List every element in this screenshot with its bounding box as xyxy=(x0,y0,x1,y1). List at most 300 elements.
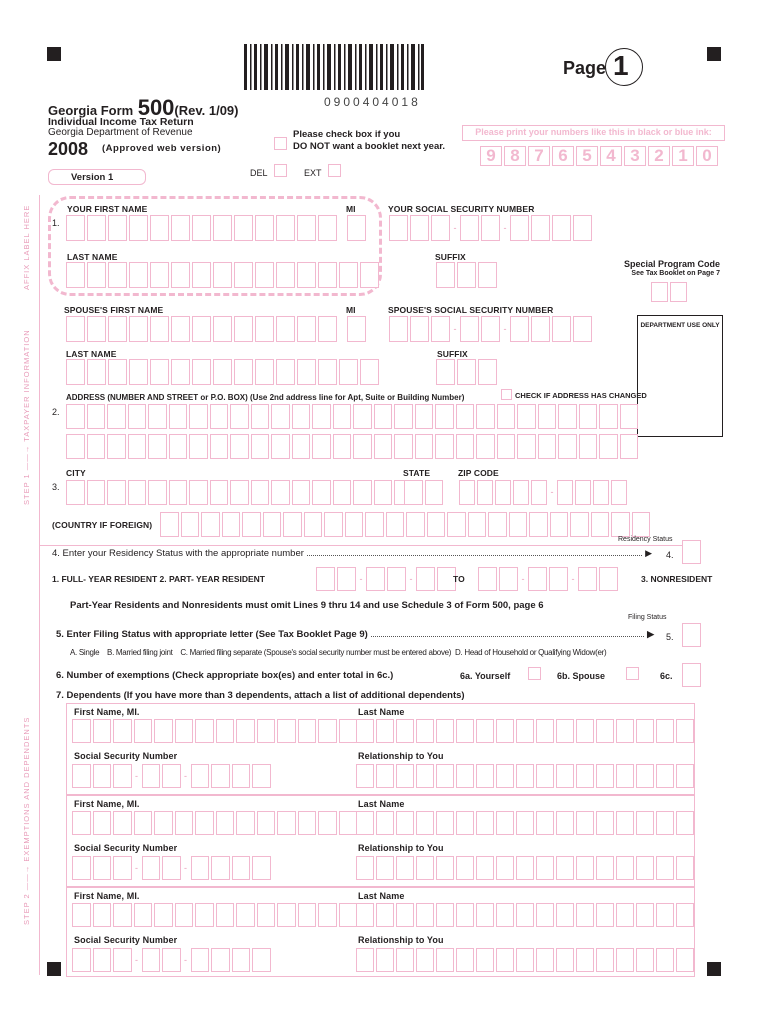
entry-box[interactable] xyxy=(416,567,435,591)
entry-box[interactable] xyxy=(636,719,654,743)
entry-box[interactable] xyxy=(211,948,230,972)
entry-box[interactable] xyxy=(353,480,372,505)
entry-box[interactable] xyxy=(435,404,454,429)
entry-box[interactable] xyxy=(478,262,497,288)
entry-box[interactable] xyxy=(93,719,112,743)
entry-box[interactable] xyxy=(230,480,249,505)
entry-box[interactable] xyxy=(557,480,573,505)
entry-box[interactable] xyxy=(211,856,230,880)
entry-box[interactable] xyxy=(550,512,569,537)
entry-box[interactable] xyxy=(128,434,147,459)
entry-box[interactable] xyxy=(636,811,654,835)
entry-box[interactable] xyxy=(339,359,358,385)
entry-box[interactable] xyxy=(213,359,232,385)
entry-box[interactable] xyxy=(536,948,554,972)
del-checkbox[interactable] xyxy=(274,164,287,177)
entry-box[interactable] xyxy=(376,903,394,927)
spouse-mi-box[interactable] xyxy=(347,316,366,342)
dependent-relationship-boxes[interactable] xyxy=(356,948,694,972)
country-boxes[interactable] xyxy=(160,512,650,537)
entry-box[interactable] xyxy=(394,404,413,429)
dependent-last-boxes[interactable] xyxy=(356,811,694,835)
entry-box[interactable] xyxy=(436,359,455,385)
entry-box[interactable] xyxy=(477,480,493,505)
entry-box[interactable] xyxy=(297,262,316,288)
entry-box[interactable] xyxy=(531,316,550,342)
entry-box[interactable] xyxy=(596,811,614,835)
entry-box[interactable] xyxy=(386,512,405,537)
entry-box[interactable] xyxy=(242,512,261,537)
entry-box[interactable] xyxy=(353,404,372,429)
entry-box[interactable] xyxy=(676,903,694,927)
entry-box[interactable] xyxy=(211,764,230,788)
entry-box[interactable] xyxy=(578,567,597,591)
entry-box[interactable] xyxy=(337,567,356,591)
entry-box[interactable] xyxy=(478,359,497,385)
entry-box[interactable] xyxy=(656,764,674,788)
first-name-boxes[interactable] xyxy=(66,215,337,241)
entry-box[interactable] xyxy=(596,719,614,743)
suffix-boxes[interactable] xyxy=(436,262,497,288)
entry-box[interactable] xyxy=(113,856,132,880)
entry-box[interactable] xyxy=(230,434,249,459)
entry-box[interactable] xyxy=(129,316,148,342)
entry-box[interactable] xyxy=(195,811,214,835)
entry-box[interactable] xyxy=(213,215,232,241)
entry-box[interactable] xyxy=(129,359,148,385)
entry-box[interactable] xyxy=(251,404,270,429)
entry-box[interactable] xyxy=(189,480,208,505)
entry-box[interactable] xyxy=(108,215,127,241)
entry-box[interactable] xyxy=(656,903,674,927)
entry-box[interactable] xyxy=(210,480,229,505)
entry-box[interactable] xyxy=(113,719,132,743)
entry-box[interactable] xyxy=(389,316,408,342)
entry-box[interactable] xyxy=(277,811,296,835)
entry-box[interactable] xyxy=(316,567,335,591)
entry-box[interactable] xyxy=(356,811,374,835)
residency-from-boxes[interactable] xyxy=(316,567,456,591)
entry-box[interactable] xyxy=(476,434,495,459)
zip-boxes[interactable] xyxy=(459,480,627,505)
entry-box[interactable] xyxy=(255,316,274,342)
entry-box[interactable] xyxy=(339,262,358,288)
dependent-last-boxes[interactable] xyxy=(356,903,694,927)
entry-box[interactable] xyxy=(150,215,169,241)
entry-box[interactable] xyxy=(298,903,317,927)
entry-box[interactable] xyxy=(513,480,529,505)
entry-box[interactable] xyxy=(154,719,173,743)
entry-box[interactable] xyxy=(234,215,253,241)
entry-box[interactable] xyxy=(347,316,366,342)
entry-box[interactable] xyxy=(556,948,574,972)
entry-box[interactable] xyxy=(510,316,529,342)
entry-box[interactable] xyxy=(255,215,274,241)
entry-box[interactable] xyxy=(162,948,181,972)
entry-box[interactable] xyxy=(128,480,147,505)
entry-box[interactable] xyxy=(365,512,384,537)
city-boxes[interactable] xyxy=(66,480,413,505)
entry-box[interactable] xyxy=(318,903,337,927)
entry-box[interactable] xyxy=(150,359,169,385)
entry-box[interactable] xyxy=(72,856,91,880)
entry-box[interactable] xyxy=(113,903,132,927)
yourself-checkbox[interactable] xyxy=(528,667,541,680)
entry-box[interactable] xyxy=(263,512,282,537)
entry-box[interactable] xyxy=(150,262,169,288)
entry-box[interactable] xyxy=(436,811,454,835)
entry-box[interactable] xyxy=(476,856,494,880)
entry-box[interactable] xyxy=(636,764,654,788)
entry-box[interactable] xyxy=(356,903,374,927)
entry-box[interactable] xyxy=(636,948,654,972)
entry-box[interactable] xyxy=(596,903,614,927)
entry-box[interactable] xyxy=(154,811,173,835)
entry-box[interactable] xyxy=(213,262,232,288)
entry-box[interactable] xyxy=(66,480,85,505)
entry-box[interactable] xyxy=(277,719,296,743)
entry-box[interactable] xyxy=(499,567,518,591)
entry-box[interactable] xyxy=(556,764,574,788)
entry-box[interactable] xyxy=(66,262,85,288)
entry-box[interactable] xyxy=(93,764,112,788)
entry-box[interactable] xyxy=(345,512,364,537)
entry-box[interactable] xyxy=(374,404,393,429)
entry-box[interactable] xyxy=(576,719,594,743)
entry-box[interactable] xyxy=(252,948,271,972)
entry-box[interactable] xyxy=(496,856,514,880)
entry-box[interactable] xyxy=(171,215,190,241)
entry-box[interactable] xyxy=(297,215,316,241)
entry-box[interactable] xyxy=(276,359,295,385)
entry-box[interactable] xyxy=(599,567,618,591)
entry-box[interactable] xyxy=(496,948,514,972)
entry-box[interactable] xyxy=(195,903,214,927)
entry-box[interactable] xyxy=(510,215,529,241)
entry-box[interactable] xyxy=(476,764,494,788)
entry-box[interactable] xyxy=(516,764,534,788)
entry-box[interactable] xyxy=(236,903,255,927)
entry-box[interactable] xyxy=(632,512,651,537)
entry-box[interactable] xyxy=(189,434,208,459)
entry-box[interactable] xyxy=(676,764,694,788)
entry-box[interactable] xyxy=(134,719,153,743)
entry-box[interactable] xyxy=(376,948,394,972)
ssn-boxes[interactable] xyxy=(389,215,592,241)
special-code-boxes[interactable] xyxy=(651,282,687,302)
entry-box[interactable] xyxy=(456,811,474,835)
entry-box[interactable] xyxy=(447,512,466,537)
entry-box[interactable] xyxy=(656,811,674,835)
address-line1-boxes[interactable] xyxy=(66,404,638,429)
entry-box[interactable] xyxy=(230,404,249,429)
entry-box[interactable] xyxy=(376,811,394,835)
entry-box[interactable] xyxy=(366,567,385,591)
entry-box[interactable] xyxy=(72,764,91,788)
entry-box[interactable] xyxy=(456,719,474,743)
entry-box[interactable] xyxy=(150,316,169,342)
entry-box[interactable] xyxy=(72,903,91,927)
entry-box[interactable] xyxy=(93,856,112,880)
entry-box[interactable] xyxy=(431,215,450,241)
entry-box[interactable] xyxy=(636,856,654,880)
spouse-checkbox[interactable] xyxy=(626,667,639,680)
entry-box[interactable] xyxy=(277,903,296,927)
entry-box[interactable] xyxy=(257,719,276,743)
entry-box[interactable] xyxy=(456,948,474,972)
entry-box[interactable] xyxy=(656,719,674,743)
entry-box[interactable] xyxy=(192,215,211,241)
entry-box[interactable] xyxy=(148,480,167,505)
entry-box[interactable] xyxy=(128,404,147,429)
booklet-checkbox[interactable] xyxy=(274,137,287,150)
entry-box[interactable] xyxy=(195,719,214,743)
entry-box[interactable] xyxy=(536,856,554,880)
entry-box[interactable] xyxy=(297,316,316,342)
entry-box[interactable] xyxy=(171,316,190,342)
entry-box[interactable] xyxy=(374,434,393,459)
entry-box[interactable] xyxy=(536,764,554,788)
entry-box[interactable] xyxy=(616,764,634,788)
entry-box[interactable] xyxy=(318,215,337,241)
spouse-ssn-boxes[interactable] xyxy=(389,316,592,342)
entry-box[interactable] xyxy=(528,567,547,591)
entry-box[interactable] xyxy=(87,434,106,459)
entry-box[interactable] xyxy=(292,434,311,459)
entry-box[interactable] xyxy=(236,811,255,835)
entry-box[interactable] xyxy=(283,512,302,537)
entry-box[interactable] xyxy=(356,856,374,880)
entry-box[interactable] xyxy=(257,903,276,927)
spouse-last-boxes[interactable] xyxy=(66,359,379,385)
residency-box[interactable] xyxy=(682,540,701,564)
entry-box[interactable] xyxy=(416,719,434,743)
entry-box[interactable] xyxy=(129,262,148,288)
entry-box[interactable] xyxy=(175,903,194,927)
entry-box[interactable] xyxy=(415,404,434,429)
mi-box[interactable] xyxy=(347,215,366,241)
entry-box[interactable] xyxy=(415,434,434,459)
last-name-boxes[interactable] xyxy=(66,262,379,288)
entry-box[interactable] xyxy=(108,262,127,288)
entry-box[interactable] xyxy=(276,316,295,342)
entry-box[interactable] xyxy=(360,359,379,385)
entry-box[interactable] xyxy=(538,404,557,429)
entry-box[interactable] xyxy=(579,434,598,459)
entry-box[interactable] xyxy=(232,764,251,788)
entry-box[interactable] xyxy=(416,948,434,972)
entry-box[interactable] xyxy=(276,215,295,241)
entry-box[interactable] xyxy=(456,434,475,459)
entry-box[interactable] xyxy=(456,903,474,927)
entry-box[interactable] xyxy=(460,215,479,241)
entry-box[interactable] xyxy=(536,719,554,743)
entry-box[interactable] xyxy=(66,316,85,342)
entry-box[interactable] xyxy=(108,316,127,342)
entry-box[interactable] xyxy=(318,359,337,385)
entry-box[interactable] xyxy=(298,719,317,743)
entry-box[interactable] xyxy=(72,948,91,972)
entry-box[interactable] xyxy=(87,262,106,288)
entry-box[interactable] xyxy=(427,512,446,537)
entry-box[interactable] xyxy=(108,359,127,385)
entry-box[interactable] xyxy=(396,811,414,835)
entry-box[interactable] xyxy=(107,480,126,505)
entry-box[interactable] xyxy=(347,215,366,241)
entry-box[interactable] xyxy=(436,719,454,743)
entry-box[interactable] xyxy=(210,404,229,429)
entry-box[interactable] xyxy=(339,903,358,927)
entry-box[interactable] xyxy=(213,316,232,342)
entry-box[interactable] xyxy=(255,359,274,385)
entry-box[interactable] xyxy=(162,856,181,880)
entry-box[interactable] xyxy=(356,719,374,743)
entry-box[interactable] xyxy=(576,903,594,927)
entry-box[interactable] xyxy=(457,359,476,385)
entry-box[interactable] xyxy=(670,282,687,302)
entry-box[interactable] xyxy=(558,404,577,429)
entry-box[interactable] xyxy=(536,811,554,835)
entry-box[interactable] xyxy=(251,480,270,505)
entry-box[interactable] xyxy=(576,856,594,880)
entry-box[interactable] xyxy=(93,903,112,927)
entry-box[interactable] xyxy=(72,811,91,835)
entry-box[interactable] xyxy=(169,404,188,429)
dependent-relationship-boxes[interactable] xyxy=(356,764,694,788)
entry-box[interactable] xyxy=(570,512,589,537)
entry-box[interactable] xyxy=(169,480,188,505)
entry-box[interactable] xyxy=(516,903,534,927)
entry-box[interactable] xyxy=(497,404,516,429)
entry-box[interactable] xyxy=(436,903,454,927)
entry-box[interactable] xyxy=(134,811,153,835)
entry-box[interactable] xyxy=(656,856,674,880)
entry-box[interactable] xyxy=(682,623,701,647)
entry-box[interactable] xyxy=(436,764,454,788)
entry-box[interactable] xyxy=(333,480,352,505)
entry-box[interactable] xyxy=(509,512,528,537)
entry-box[interactable] xyxy=(468,512,487,537)
entry-box[interactable] xyxy=(234,359,253,385)
entry-box[interactable] xyxy=(536,903,554,927)
entry-box[interactable] xyxy=(459,480,475,505)
entry-box[interactable] xyxy=(396,719,414,743)
entry-box[interactable] xyxy=(488,512,507,537)
entry-box[interactable] xyxy=(676,719,694,743)
entry-box[interactable] xyxy=(216,719,235,743)
total-exemptions-box[interactable] xyxy=(682,663,701,687)
entry-box[interactable] xyxy=(456,764,474,788)
entry-box[interactable] xyxy=(113,764,132,788)
entry-box[interactable] xyxy=(66,359,85,385)
entry-box[interactable] xyxy=(682,540,701,564)
entry-box[interactable] xyxy=(476,948,494,972)
entry-box[interactable] xyxy=(576,811,594,835)
entry-box[interactable] xyxy=(255,262,274,288)
entry-box[interactable] xyxy=(353,434,372,459)
entry-box[interactable] xyxy=(312,404,331,429)
entry-box[interactable] xyxy=(676,811,694,835)
entry-box[interactable] xyxy=(616,856,634,880)
entry-box[interactable] xyxy=(496,764,514,788)
entry-box[interactable] xyxy=(460,316,479,342)
entry-box[interactable] xyxy=(93,811,112,835)
entry-box[interactable] xyxy=(234,262,253,288)
entry-box[interactable] xyxy=(297,359,316,385)
entry-box[interactable] xyxy=(416,856,434,880)
entry-box[interactable] xyxy=(396,903,414,927)
entry-box[interactable] xyxy=(556,811,574,835)
entry-box[interactable] xyxy=(171,359,190,385)
entry-box[interactable] xyxy=(496,811,514,835)
entry-box[interactable] xyxy=(620,404,639,429)
entry-box[interactable] xyxy=(538,434,557,459)
dependent-ssn-boxes[interactable] xyxy=(72,948,271,972)
entry-box[interactable] xyxy=(556,856,574,880)
entry-box[interactable] xyxy=(216,811,235,835)
entry-box[interactable] xyxy=(148,434,167,459)
entry-box[interactable] xyxy=(160,512,179,537)
dependent-first-boxes[interactable] xyxy=(72,903,357,927)
entry-box[interactable] xyxy=(376,719,394,743)
entry-box[interactable] xyxy=(410,316,429,342)
entry-box[interactable] xyxy=(616,719,634,743)
entry-box[interactable] xyxy=(232,856,251,880)
entry-box[interactable] xyxy=(431,316,450,342)
dependent-ssn-boxes[interactable] xyxy=(72,764,271,788)
entry-box[interactable] xyxy=(425,480,444,505)
entry-box[interactable] xyxy=(556,719,574,743)
entry-box[interactable] xyxy=(318,811,337,835)
entry-box[interactable] xyxy=(333,434,352,459)
entry-box[interactable] xyxy=(304,512,323,537)
entry-box[interactable] xyxy=(476,903,494,927)
entry-box[interactable] xyxy=(573,215,592,241)
entry-box[interactable] xyxy=(298,811,317,835)
entry-box[interactable] xyxy=(573,316,592,342)
entry-box[interactable] xyxy=(72,719,91,743)
entry-box[interactable] xyxy=(162,764,181,788)
state-boxes[interactable] xyxy=(404,480,443,505)
entry-box[interactable] xyxy=(416,903,434,927)
entry-box[interactable] xyxy=(93,948,112,972)
entry-box[interactable] xyxy=(531,215,550,241)
entry-box[interactable] xyxy=(599,434,618,459)
entry-box[interactable] xyxy=(333,404,352,429)
entry-box[interactable] xyxy=(234,316,253,342)
entry-box[interactable] xyxy=(169,434,188,459)
entry-box[interactable] xyxy=(552,215,571,241)
entry-box[interactable] xyxy=(134,903,153,927)
entry-box[interactable] xyxy=(531,480,547,505)
entry-box[interactable] xyxy=(175,719,194,743)
entry-box[interactable] xyxy=(406,512,425,537)
entry-box[interactable] xyxy=(312,480,331,505)
entry-box[interactable] xyxy=(636,903,654,927)
entry-box[interactable] xyxy=(192,262,211,288)
entry-box[interactable] xyxy=(142,764,161,788)
entry-box[interactable] xyxy=(416,811,434,835)
entry-box[interactable] xyxy=(457,262,476,288)
entry-box[interactable] xyxy=(456,404,475,429)
entry-box[interactable] xyxy=(387,567,406,591)
address-line2-boxes[interactable] xyxy=(66,434,638,459)
entry-box[interactable] xyxy=(529,512,548,537)
entry-box[interactable] xyxy=(171,262,190,288)
entry-box[interactable] xyxy=(496,903,514,927)
entry-box[interactable] xyxy=(476,404,495,429)
entry-box[interactable] xyxy=(356,948,374,972)
